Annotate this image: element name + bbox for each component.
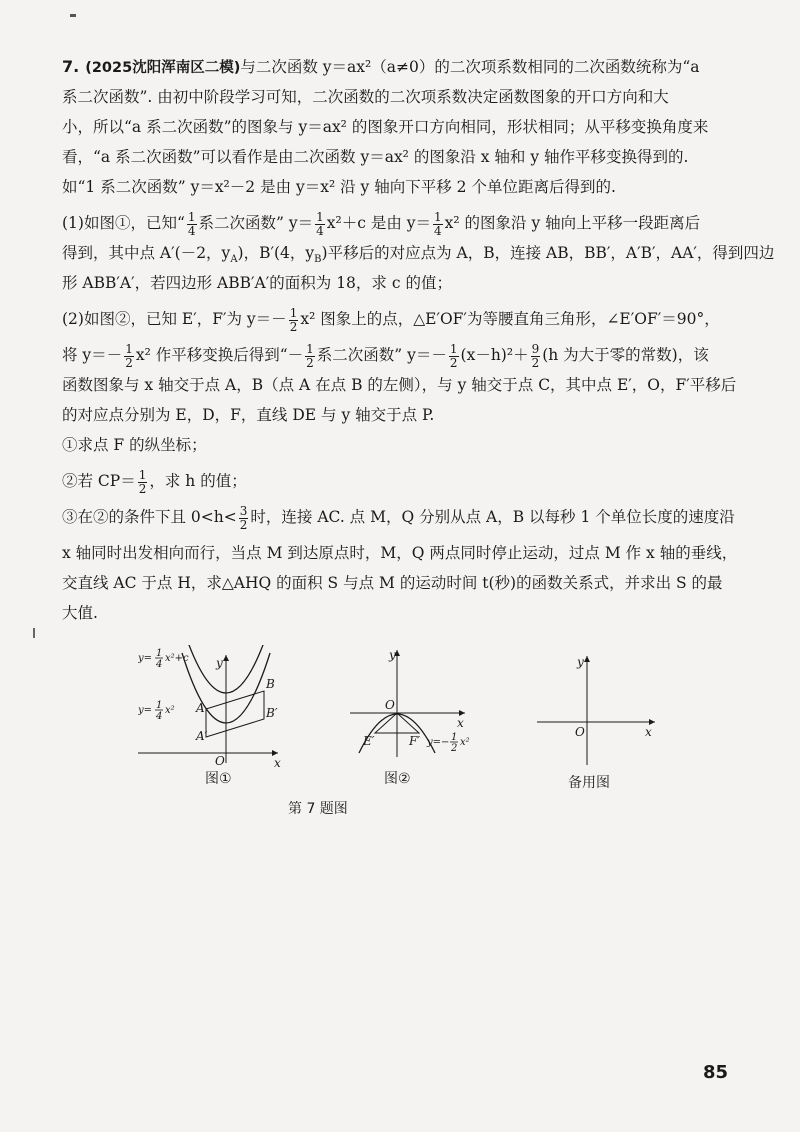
frac-denominator: 2 xyxy=(306,355,314,370)
part2-text-h: ②若 CP＝ xyxy=(62,472,136,490)
part1-text-c: x²＋c 是由 y＝ xyxy=(326,214,432,232)
frac-numerator: 1 xyxy=(306,341,314,356)
y-axis-arrow-icon xyxy=(584,656,590,662)
part2-text-g: (h 为大于零的常数)，该 xyxy=(542,346,709,364)
frac-denominator: 2 xyxy=(449,355,458,370)
figure-3 xyxy=(535,650,665,770)
frac-numerator: 1 xyxy=(187,209,196,224)
figure-3-diagram xyxy=(535,650,665,770)
intro-line-2: 系二次函数”. 由初中阶段学习可知，二次函数的二次项系数决定函数图象的开口方向和大 xyxy=(62,88,669,106)
fraction-1-2 xyxy=(124,343,134,370)
eq-mid-num: 1 xyxy=(156,700,163,711)
fraction-1-4 xyxy=(187,211,197,238)
quadrilateral-abb-a xyxy=(206,691,264,737)
eq-post: x² xyxy=(460,737,470,748)
part1-text-b: 系二次函数” y＝ xyxy=(198,214,314,232)
scan-mark xyxy=(70,14,76,17)
figure-2 xyxy=(345,645,485,770)
frac-numerator: 1 xyxy=(125,341,133,356)
part2-text-b: x² 图象上的点，△E′OF′为等腰直角三角形，∠E′OF′＝90°， xyxy=(300,310,720,328)
intro-line-5: 如“1 系二次函数” y＝x²－2 是由 y＝x² 沿 y 轴向下平移 2 个单位距离后得到的. xyxy=(62,178,616,196)
label-b-prime: B′ xyxy=(266,706,278,720)
eq-top-num: 1 xyxy=(156,648,163,659)
part2-line-1 xyxy=(62,304,744,334)
label-y: y xyxy=(216,656,223,670)
part1-line-2 xyxy=(62,238,775,268)
part2-text-i: ，求 h 的值； xyxy=(149,472,247,490)
eq-pre: y=− xyxy=(427,737,450,748)
problem-source: (2025沈阳浑南区二模) xyxy=(85,60,241,76)
figure-group-title: 第 7 题图 xyxy=(288,801,348,817)
part1-text-f: )，B′(4，y xyxy=(237,244,315,262)
intro-text-1: 与二次函数 y＝ax²（a≠0）的二次项系数相同的二次函数统称为“a xyxy=(240,58,700,76)
subscript-b: B xyxy=(314,254,322,266)
part1-text-e: 得到，其中点 A′(－2，y xyxy=(62,244,231,262)
label-origin: O xyxy=(385,698,395,712)
eq-top-den: 4 xyxy=(156,659,163,670)
eq-top-post: x²+c xyxy=(165,653,189,664)
part2-text-a: (2)如图②，已知 E′，F′为 y＝－ xyxy=(62,310,287,328)
scan-edge-mark xyxy=(33,628,35,638)
fraction-1-2 xyxy=(305,343,315,370)
part2-line-2 xyxy=(62,340,744,370)
label-b: B xyxy=(266,677,275,691)
part1-text-g: )平移后的对应点为 A，B，连接 AB，BB′，A′B′，AA′，得到四边 xyxy=(321,244,775,262)
frac-denominator: 2 xyxy=(289,319,298,334)
part2-q2 xyxy=(62,466,744,496)
part2-text-k: 时，连接 AC. 点 M，Q 分别从点 A，B 以每秒 1 个单位长度的速度沿 xyxy=(250,508,735,526)
fraction-1-2 xyxy=(449,343,459,370)
problem-7 xyxy=(62,52,775,628)
subscript-a: A xyxy=(230,254,238,266)
frac-denominator: 2 xyxy=(138,481,147,496)
part1-text-d: x² 的图象沿 y 轴向上平移一段距离后 xyxy=(444,214,701,232)
part2-q1: ①求点 F 的纵坐标； xyxy=(62,436,207,454)
part2-q3-line-3: 交直线 AC 于点 H，求△AHQ 的面积 S 与点 M 的运动时间 t(秒)的函数关系式，并求出 S 的最 xyxy=(62,574,723,592)
figure-1-caption: 图① xyxy=(205,771,232,787)
frac-numerator: 1 xyxy=(289,305,298,320)
label-a-prime: A′ xyxy=(196,729,208,743)
label-origin: O xyxy=(215,754,225,768)
part2-line-4: 的对应点分别为 E，D，F，直线 DE 与 y 轴交于点 P. xyxy=(62,406,435,424)
intro-line-1 xyxy=(62,52,744,82)
figure-1 xyxy=(138,645,288,770)
part1-line-3: 形 ABB′A′，若四边形 ABB′A′的面积为 18，求 c 的值； xyxy=(62,274,452,292)
part2-text-f: (x－h)²＋ xyxy=(460,346,529,364)
part2-text-c: 将 y＝－ xyxy=(62,346,123,364)
part2-line-3: 函数图象与 x 轴交于点 A，B（点 A 在点 B 的左侧），与 y 轴交于点 C，其中点 E′，O，F′平移后 xyxy=(62,376,737,394)
label-x: x xyxy=(457,716,464,730)
label-e-prime: E′ xyxy=(363,734,375,748)
fraction-1-4 xyxy=(433,211,443,238)
label-x: x xyxy=(274,756,281,770)
eq-top-pre: y= xyxy=(138,653,153,664)
eq-num: 1 xyxy=(451,732,458,743)
fraction-1-4 xyxy=(315,211,325,238)
fraction-1-2 xyxy=(289,307,299,334)
frac-numerator: 1 xyxy=(316,209,324,224)
part2-q3-line-1 xyxy=(62,502,744,532)
y-axis-arrow-icon xyxy=(223,655,229,661)
frac-numerator: 1 xyxy=(449,341,458,356)
problem-number: 7. xyxy=(62,57,80,76)
frac-denominator: 4 xyxy=(434,223,442,238)
eq-mid-den: 4 xyxy=(156,711,163,722)
part2-q3-line-4: 大值. xyxy=(62,604,98,622)
part2-text-d: x² 作平移变换后得到“－ xyxy=(135,346,304,364)
part2-text-j: ③在②的条件下且 0<h< xyxy=(62,508,237,526)
figure-1-diagram xyxy=(138,645,288,770)
frac-numerator: 9 xyxy=(531,341,540,356)
part2-q3-line-2: x 轴同时出发相向而行，当点 M 到达原点时，M，Q 两点同时停止运动，过点 M 作 x 轴的垂线， xyxy=(62,544,738,562)
intro-line-3: 小，所以“a 系二次函数”的图象与 y＝ax² 的图象开口方向相同，形状相同；从平移变换角度来 xyxy=(62,118,709,136)
part1-text-a: (1)如图①，已知“ xyxy=(62,214,185,232)
frac-denominator: 4 xyxy=(187,223,196,238)
label-origin: O xyxy=(575,725,585,739)
label-y: y xyxy=(577,655,584,669)
fraction-3-2 xyxy=(239,505,249,532)
page-number: 85 xyxy=(703,1062,729,1083)
eq-mid-pre: y= xyxy=(138,705,153,716)
figure-2-caption: 图② xyxy=(384,771,411,787)
fraction-9-2 xyxy=(531,343,541,370)
eq-den: 2 xyxy=(451,743,458,754)
frac-denominator: 2 xyxy=(125,355,133,370)
fraction-1-2 xyxy=(138,469,148,496)
label-y: y xyxy=(389,648,396,662)
part2-text-e: 系二次函数” y＝－ xyxy=(316,346,447,364)
figure-2-diagram xyxy=(345,645,485,770)
frac-denominator: 2 xyxy=(239,517,248,532)
frac-denominator: 2 xyxy=(531,355,540,370)
eq-mid-post: x² xyxy=(165,705,175,716)
frac-numerator: 1 xyxy=(434,209,442,224)
label-a: A xyxy=(196,701,205,715)
intro-line-4: 看，“a 系二次函数”可以看作是由二次函数 y＝ax² 的图象沿 x 轴和 y 轴作平移变换得到的. xyxy=(62,148,689,166)
part1-line-1 xyxy=(62,208,744,238)
label-x: x xyxy=(645,725,652,739)
frac-denominator: 4 xyxy=(316,223,324,238)
figure-3-caption: 备用图 xyxy=(568,775,610,791)
frac-numerator: 3 xyxy=(239,503,248,518)
frac-numerator: 1 xyxy=(138,467,147,482)
label-f-prime: F′ xyxy=(409,734,421,748)
